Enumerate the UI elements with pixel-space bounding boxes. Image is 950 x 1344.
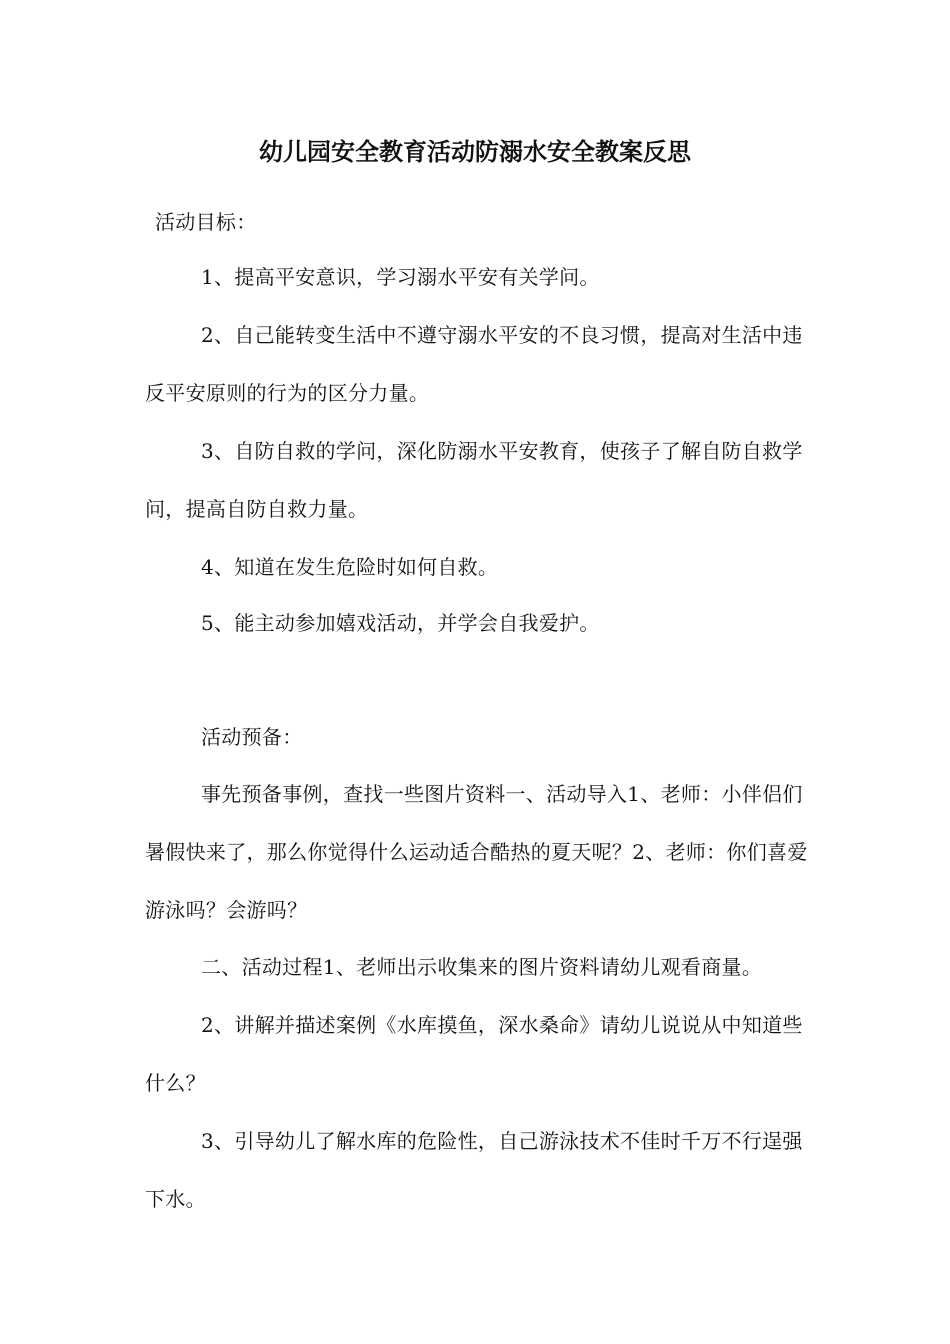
prep-text: 事先预备事例，查找一些图片资料一、活动导入1、老师：小伴侣们暑假快来了，那么你觉得什么运动适合酷热的夏天呢？2、老师：你们喜爱游泳吗？会游吗？ [145,782,808,922]
goal-item-4: 4、知道在发生危险时如何自救。 [201,555,499,579]
process-item-3: 3、引导幼儿了解水库的危险性，自己游泳技术不佳时千万不行逞强下水。 [145,1129,803,1211]
process-item-1: 二、活动过程1、老师出示收集来的图片资料请幼儿观看商量。 [201,955,763,979]
process-item-2: 2、讲解并描述案例《水库摸鱼，深水桑命》请幼儿说说从中知道些什么？ [145,1013,803,1095]
goal-item-1: 1、提高平安意识，学习溺水平安有关学问。 [201,265,600,289]
goal-item-2: 2、自己能转变生活中不遵守溺水平安的不良习惯，提高对生活中违反平安原则的行为的区分力量。 [145,323,803,405]
goal-item-3: 3、自防自救的学问，深化防溺水平安教育，使孩子了解自防自救学问，提高自防自救力量。 [145,439,803,521]
goal-item-5: 5、能主动参加嬉戏活动，并学会自我爱护。 [201,611,600,635]
document-title: 幼儿园安全教育活动防溺水安全教案反思 [259,137,691,166]
goals-heading: 活动目标： [155,210,257,234]
prep-heading: 活动预备： [201,725,303,749]
